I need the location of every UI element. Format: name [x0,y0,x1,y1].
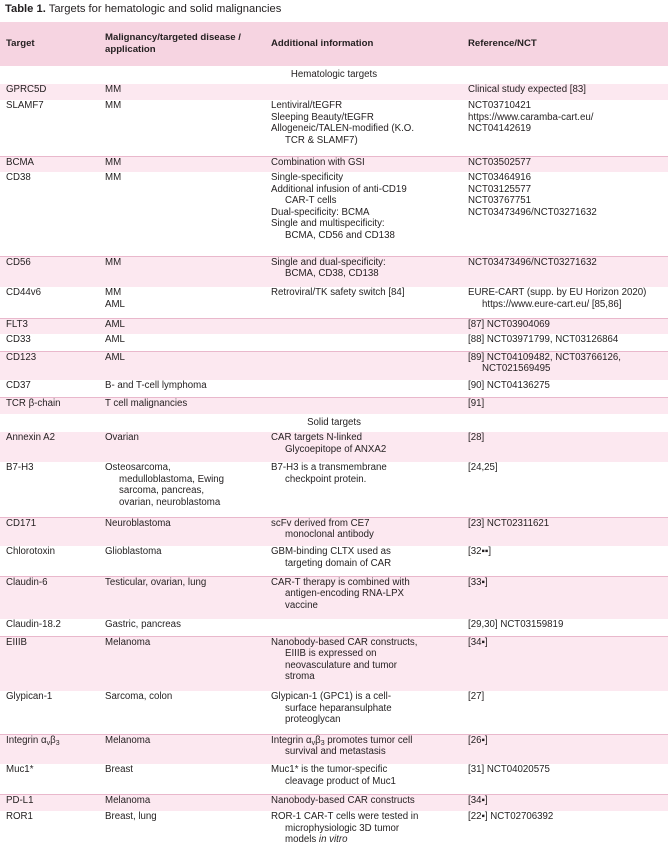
table-row [0,764,668,794]
cell-reference: [34▪] [464,794,668,811]
table-row [0,318,668,334]
cell-info: Nanobody-based CAR constructs, EIIIB is expressed on neovasculature and tumor stroma [267,636,464,691]
cell-info: ROR-1 CAR-T cells were tested in microphysiologic 3D tumor models in vitro [267,811,464,853]
table-row [0,172,668,256]
table-row [0,351,668,380]
cell-disease: Melanoma [101,794,267,811]
cell-reference: [34▪] [464,636,668,691]
cell-target: Integrin $\alpha_v\beta_3$ [0,734,101,764]
cell-reference: [31] NCT04020575 [464,764,668,794]
cell-target: Claudin-6 [0,576,101,619]
cell-reference: NCT03710421 https://www.caramba-cart.eu/ NCT04142619 [464,100,668,156]
cell-reference: [24,25] [464,462,668,517]
cell-info: Integrin $\alpha_v\beta_3$ promotes tumor cell survival and metastasis [267,734,464,764]
cell-target: BCMA [0,156,101,172]
table-row [0,334,668,351]
cell-disease: Testicular, ovarian, lung [101,576,267,619]
header-info: Additional information [267,22,464,66]
cell-disease: AML [101,351,267,380]
cell-target: B7-H3 [0,462,101,517]
cell-reference: NCT03502577 [464,156,668,172]
cell-info: scFv derived from CE7 monoclonal antibody [267,517,464,546]
cell-reference: [26▪] [464,734,668,764]
table-label: Table 1. [5,3,46,15]
cell-target: FLT3 [0,318,101,334]
table-row [0,100,668,156]
table-row [0,462,668,517]
table-row [0,734,668,764]
cell-disease: Sarcoma, colon [101,691,267,734]
cell-info [267,84,464,100]
cell-info: Muc1* is the tumor-specific cleavage product of Muc1 [267,764,464,794]
cell-info: Single-specificity Additional infusion of anti-CD19 CAR-T cells Dual-specificity: BCMA Single and multispecificity: BCMA, CD56 and CD138 [267,172,464,256]
section-row [0,66,668,84]
cell-reference: [27] [464,691,668,734]
table-row [0,256,668,287]
cell-info: Retroviral/TK safety switch [84] [267,287,464,318]
cell-target: Muc1* [0,764,101,794]
cell-info: Combination with GSI [267,156,464,172]
cell-disease: MM [101,84,267,100]
cell-info: GBM-binding CLTX used as targeting domain of CAR [267,546,464,576]
cell-reference: NCT03464916 NCT03125577 NCT03767751 NCT03473496/NCT03271632 [464,172,668,256]
cell-target: CD44v6 [0,287,101,318]
cell-reference: [28] [464,432,668,462]
table-row [0,636,668,691]
cell-info [267,380,464,397]
cell-reference: [32▪▪] [464,546,668,576]
header-disease: Malignancy/targeted disease / application [101,22,267,66]
cell-reference: [23] NCT02311621 [464,517,668,546]
header-target: Target [0,22,101,66]
table-row [0,546,668,576]
cell-reference: [29,30] NCT03159819 [464,619,668,636]
cell-info [267,619,464,636]
cell-target: CD38 [0,172,101,256]
cell-disease: Ovarian [101,432,267,462]
cell-disease: Glioblastoma [101,546,267,576]
cell-disease: MM [101,156,267,172]
cell-disease: MM AML [101,287,267,318]
cell-info: CAR-T therapy is combined with antigen-encoding RNA-LPX vaccine [267,576,464,619]
cell-reference: [89] NCT04109482, NCT03766126, NCT021569495 [464,351,668,380]
cell-disease: Breast [101,764,267,794]
cell-reference: NCT03473496/NCT03271632 [464,256,668,287]
cell-disease: T cell malignancies [101,397,267,414]
table-row [0,397,668,414]
cell-disease: AML [101,318,267,334]
cell-disease: Melanoma [101,734,267,764]
table-row [0,691,668,734]
cell-info: Nanobody-based CAR constructs [267,794,464,811]
cell-disease: MM [101,100,267,156]
table-row [0,156,668,172]
cell-target: Claudin-18.2 [0,619,101,636]
cell-reference: [88] NCT03971799, NCT03126864 [464,334,668,351]
header-row [0,22,668,66]
section-solid: Solid targets [0,414,668,432]
table-row [0,811,668,853]
table-row [0,84,668,100]
table-row [0,432,668,462]
cell-target: Chlorotoxin [0,546,101,576]
cell-target: CD37 [0,380,101,397]
cell-target: PD-L1 [0,794,101,811]
cell-target: CD123 [0,351,101,380]
table-row [0,619,668,636]
cell-target: TCR β-chain [0,397,101,414]
table-row [0,517,668,546]
cell-disease: MM [101,256,267,287]
cell-info [267,318,464,334]
table-row [0,794,668,811]
cell-target: Glypican-1 [0,691,101,734]
cell-target: CD171 [0,517,101,546]
cell-reference: [91] [464,397,668,414]
section-hematologic: Hematologic targets [0,66,668,84]
cell-reference: EURE-CART (supp. by EU Horizon 2020) https://www.eure-cart.eu/ [85,86] [464,287,668,318]
table-row [0,287,668,318]
cell-info: CAR targets N-linked Glycoepitope of ANXA2 [267,432,464,462]
cell-info: Lentiviral/tEGFR Sleeping Beauty/tEGFR Allogeneic/TALEN-modified (K.O. TCR & SLAMF7) [267,100,464,156]
targets-table [0,22,668,853]
cell-reference: Clinical study expected [83] [464,84,668,100]
cell-target: CD33 [0,334,101,351]
cell-disease: Osteosarcoma, medulloblastoma, Ewing sarcoma, pancreas, ovarian, neuroblastoma [101,462,267,517]
table-caption [5,2,281,17]
cell-info: B7-H3 is a transmembrane checkpoint protein. [267,462,464,517]
cell-reference: [22▪] NCT02706392 [464,811,668,853]
cell-disease: MM [101,172,267,256]
cell-info [267,351,464,380]
cell-disease: B- and T-cell lymphoma [101,380,267,397]
table-title: Targets for hematologic and solid malignancies [48,3,282,15]
cell-info: Glypican-1 (GPC1) is a cell- surface heparansulphate proteoglycan [267,691,464,734]
cell-info [267,334,464,351]
cell-target: SLAMF7 [0,100,101,156]
cell-reference: [33▪] [464,576,668,619]
cell-disease: Neuroblastoma [101,517,267,546]
cell-target: GPRC5D [0,84,101,100]
cell-target: CD56 [0,256,101,287]
table-row [0,380,668,397]
cell-disease: Breast, lung [101,811,267,853]
cell-reference: [87] NCT03904069 [464,318,668,334]
section-row [0,414,668,432]
cell-reference: [90] NCT04136275 [464,380,668,397]
cell-target: ROR1 [0,811,101,853]
cell-disease: AML [101,334,267,351]
cell-info: Single and dual-specificity: BCMA, CD38, CD138 [267,256,464,287]
cell-disease: Gastric, pancreas [101,619,267,636]
cell-target: Annexin A2 [0,432,101,462]
header-reference: Reference/NCT [464,22,668,66]
cell-disease: Melanoma [101,636,267,691]
cell-info [267,397,464,414]
table-row [0,576,668,619]
cell-target: EIIIB [0,636,101,691]
